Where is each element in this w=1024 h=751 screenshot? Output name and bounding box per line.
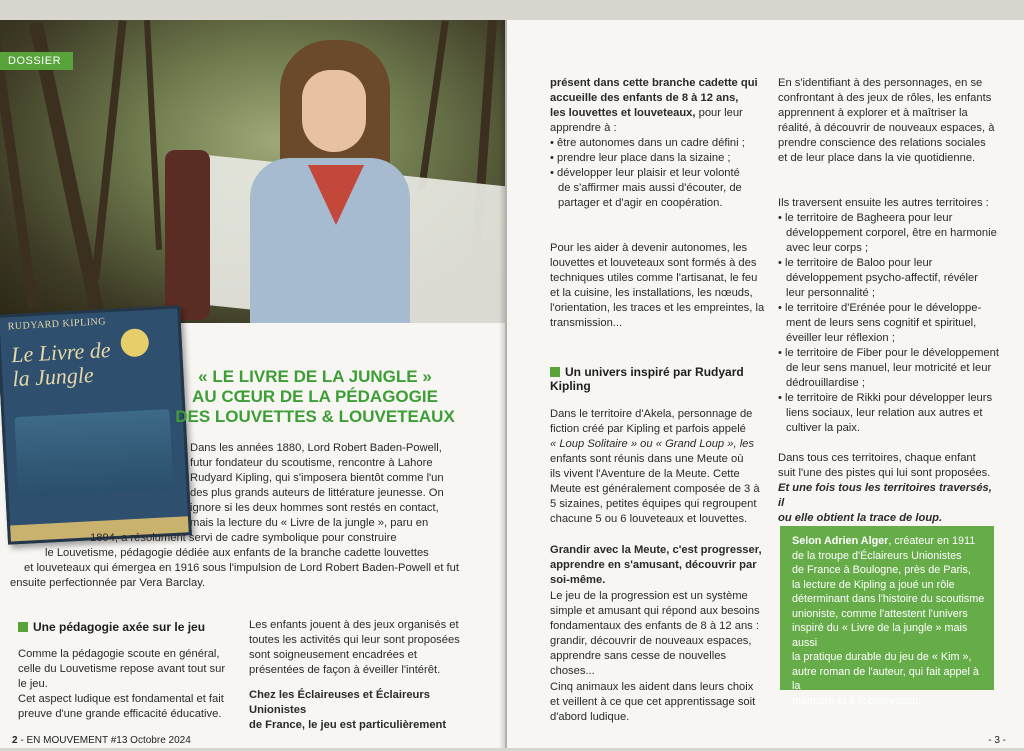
column-a-p4	[550, 589, 768, 679]
text-line: apprendre à :	[550, 122, 617, 134]
text-line: sont soigneusement encadrées et	[249, 649, 417, 661]
bullet-line: • le territoire de Fiber pour le développement	[778, 347, 999, 359]
scout-child	[250, 40, 450, 323]
text-line: réalité, à découvrir de nouveaux espaces, à	[778, 122, 995, 134]
bullet-line: de leur sens manuel, leur motricité et leur	[786, 362, 992, 374]
bullet-line: partager et d'agir en coopération.	[558, 197, 723, 209]
quote-line: mémoire et à l'observation.	[792, 694, 922, 707]
quote-line: unioniste, comme l'attestent l'univers	[792, 607, 968, 620]
bullet-line: • être autonomes dans un cadre défini ;	[550, 137, 745, 149]
quote-line: inspiré du « Livre de la jungle » mais aussi	[792, 622, 968, 649]
book-author: RUDYARD KIPLING	[7, 316, 107, 333]
text-line: preuve d'une grande efficacité éducative.	[18, 708, 222, 720]
intro-line: futur fondateur du scoutisme, rencontre à Lahore	[190, 457, 433, 469]
text-line: d'abord ludique.	[550, 711, 630, 723]
book-title: Le Livre de la Jungle	[10, 337, 112, 392]
text-line: Et une fois tous les territoires traversés, il	[778, 482, 992, 509]
column-2	[249, 618, 479, 733]
book-illustration	[14, 409, 173, 497]
title-line: AU CŒUR DE LA PÉDAGOGIE	[192, 387, 438, 406]
text-line: Pour les aider à devenir autonomes, les	[550, 242, 748, 254]
column-a-p3	[550, 407, 768, 527]
text-line: Meute est généralement composée de 3 à	[550, 483, 760, 495]
quote-line: la lecture de Kipling a joué un rôle	[792, 578, 955, 591]
bullet-line: leur personnalité ;	[786, 287, 875, 299]
bullet-line: • prendre leur place dans la sizaine ;	[550, 152, 731, 164]
column-a-bold	[550, 543, 768, 588]
column-1	[18, 647, 240, 722]
bullet-line: • le territoire de Baloo pour leur	[778, 257, 933, 269]
text-line: et la cuisine, les installations, les nœuds,	[550, 287, 753, 299]
text-line: apprendre en s'amusant, découvrir par	[550, 559, 757, 571]
bullet-square-icon	[18, 622, 28, 632]
text-line: de France, le jeu est particulièrement	[249, 719, 447, 731]
page-number: 2	[12, 735, 18, 746]
title-line: DES LOUVETTES & LOUVETEAUX	[175, 407, 455, 426]
text-line: accueille des enfants de 8 à 12 ans,	[550, 92, 739, 104]
quote-box	[780, 526, 994, 707]
text-line: Grandir avec la Meute, c'est progresser,	[550, 544, 762, 556]
subheading	[18, 620, 205, 634]
text-line: chacune 5 ou 6 louveteaux et louvettes.	[550, 513, 748, 525]
text-line: apprendre sans cesse de nouvelles choses...	[550, 650, 727, 677]
column-b-p3	[778, 451, 1000, 526]
text-line: toutes les activités qui leur sont proposées	[249, 634, 460, 646]
jacket	[165, 150, 210, 320]
quote-line: la pratique durable du jeu de « Kim »,	[792, 651, 972, 663]
column-a-top	[550, 76, 768, 211]
intro-line: mais la lecture du « Livre de la jungle », paru en	[190, 517, 429, 529]
bullet-square-icon	[550, 367, 560, 377]
folio-right: - 3 -	[988, 735, 1006, 746]
quote-line: autre roman de l'auteur, qui fait appel à la	[792, 665, 979, 692]
quote-line: , créateur en 1911	[888, 535, 976, 547]
text-line: fondamentaux des enfants de 8 à 12 ans :	[550, 620, 759, 632]
text-line: Dans tous ces territoires, chaque enfant	[778, 452, 976, 464]
bullet-line: • le territoire d'Erénée pour le développe-	[778, 302, 982, 314]
text-line: le jeu.	[18, 678, 48, 690]
intro-line: ensuite perfectionnée par Vera Barclay.	[10, 577, 206, 589]
column-a-p5	[550, 680, 768, 725]
column-b-p1	[778, 76, 1000, 166]
quote-line: déterminant dans l'histoire du scoutisme	[792, 593, 985, 605]
intro-line: Rudyard Kipling, qui s'imposera bientôt comme l'un	[190, 472, 444, 484]
bullet-line: cultiver la paix.	[786, 422, 860, 434]
bullet-line: ment de leurs sens cognitif et spirituel,	[786, 317, 977, 329]
bullet-line: liens sociaux, leur relation aux autres et	[786, 407, 983, 419]
bullet-line: • le territoire de Rikki pour développer leurs	[778, 392, 993, 404]
text-line: les louvettes et louveteaux,	[550, 107, 696, 119]
text-line: Le jeu de la progression est un système	[550, 590, 748, 602]
tree-trunk	[91, 20, 126, 279]
text-line: apprennent à explorer et à maîtriser la	[778, 107, 968, 119]
text-line: confrontant à des jeux de rôles, les enfants	[778, 92, 992, 104]
text-line: fiction créé par Kipling et parfois appelé	[550, 423, 746, 435]
text-line: suit l'une des pistes qui lui sont proposées.	[778, 467, 991, 479]
issue-info: - EN MOUVEMENT #13 Octobre 2024	[17, 735, 191, 746]
intro-line: et louveteaux qui émergea en 1916 sous l'impulsion de Lord Robert Baden-Powell et fut	[24, 562, 459, 574]
bullet-line: développement psycho-affectif, révéler	[786, 272, 978, 284]
text-line: Dans le territoire d'Akela, personnage de	[550, 408, 753, 420]
tree-trunk	[144, 20, 162, 250]
text-line: Comme la pédagogie scoute en général,	[18, 648, 220, 660]
face	[302, 70, 366, 152]
text-line: soi-même.	[550, 574, 606, 586]
bullet-line: dédrouillardise ;	[786, 377, 865, 389]
subheading-text: Un univers inspiré par Rudyard Kipling	[550, 365, 744, 393]
text-line: transmission...	[550, 317, 623, 329]
subheading	[550, 365, 760, 393]
text-line: Cinq animaux les aident dans leurs choix	[550, 681, 754, 693]
text-line: présentées de façon à éveiller l'intérêt.	[249, 664, 441, 676]
intro-line: le Louvetisme, pédagogie dédiée aux enfants de la branche cadette louvettes	[45, 547, 429, 559]
spacer	[249, 678, 479, 688]
text-line: pour leur	[695, 107, 743, 119]
section-tag: DOSSIER	[0, 52, 73, 70]
text-line: et veillent à ce que cet apprentissage soit	[550, 696, 756, 708]
intro-paragraph	[190, 441, 468, 531]
text-line: louvettes et louveteaux sont formés à des	[550, 257, 757, 269]
folio-left	[12, 735, 191, 746]
quote-line: de la troupe d'Éclaireurs Unionistes	[792, 549, 962, 562]
text-line: 5 sizaines, petites équipes qui regroupent	[550, 498, 757, 510]
text-line: Ils traversent ensuite les autres territoires :	[778, 197, 989, 209]
intro-line: des plus grands auteurs de littérature jeunesse. On	[190, 487, 444, 499]
text-line: Les enfants jouent à des jeux organisés et	[249, 619, 459, 631]
text-line: Cet aspect ludique est fondamental et fait	[18, 693, 224, 705]
text-line: enfants sont réunis dans une Meute où	[550, 453, 744, 465]
text-line: simple et amusant qui répond aux besoins	[550, 605, 760, 617]
text-line: En s'identifiant à des personnages, en se	[778, 77, 983, 89]
text-line: Chez les Éclaireuses et Éclaireurs Unionistes	[249, 689, 430, 716]
intro-line: ignore si les deux hommes sont restés en contact,	[190, 502, 439, 514]
text-line: l'orientation, les traces et les empreintes, la	[550, 302, 765, 314]
bullet-line: • le territoire de Bagheera pour leur	[778, 212, 953, 224]
intro-line: 1894, a résolument servi de cadre symbolique pour construire	[90, 532, 397, 544]
column-b-p2	[778, 196, 1004, 436]
bullet-line: avec leur corps ;	[786, 242, 869, 254]
bullet-line: de s'affirmer mais aussi d'écouter, de	[558, 182, 742, 194]
quote-line: de France à Boulogne, près de Paris,	[792, 564, 971, 576]
text-line: ou elle obtient la trace de loup.	[778, 512, 943, 524]
text-line: et de leur place dans la vie quotidienne.	[778, 152, 976, 164]
moon	[120, 328, 149, 357]
column-a-p2	[550, 241, 768, 331]
bullet-line: éveiller leur réflexion ;	[786, 332, 895, 344]
left-page	[0, 20, 505, 748]
text-line: techniques utiles comme l'artisanat, le feu	[550, 272, 758, 284]
bullet-line: • développer leur plaisir et leur volonté	[550, 167, 740, 179]
title-line: « LE LIVRE DE LA JUNGLE »	[198, 367, 432, 386]
scarf	[308, 165, 364, 225]
subheading-text: Une pédagogie axée sur le jeu	[33, 620, 206, 634]
text-line: grandir, découvrir de nouveaux espaces,	[550, 635, 752, 647]
quote-author: Selon Adrien Alger	[792, 535, 889, 547]
intro-line: Dans les années 1880, Lord Robert Baden-Powell,	[190, 442, 442, 454]
text-line: celle du Louvetisme repose avant tout sur	[18, 663, 226, 675]
text-line: présent dans cette branche cadette qui	[550, 77, 758, 89]
bullet-line: développement corporel, être en harmonie	[786, 227, 997, 239]
text-line: prendre conscience des relations sociales	[778, 137, 986, 149]
article-title	[160, 367, 470, 427]
cover-photo	[0, 20, 505, 323]
text-line: ils vivent l'Aventure de la Meute. Cette	[550, 468, 740, 480]
text-line: « Loup Solitaire » ou « Grand Loup », les	[550, 438, 755, 450]
